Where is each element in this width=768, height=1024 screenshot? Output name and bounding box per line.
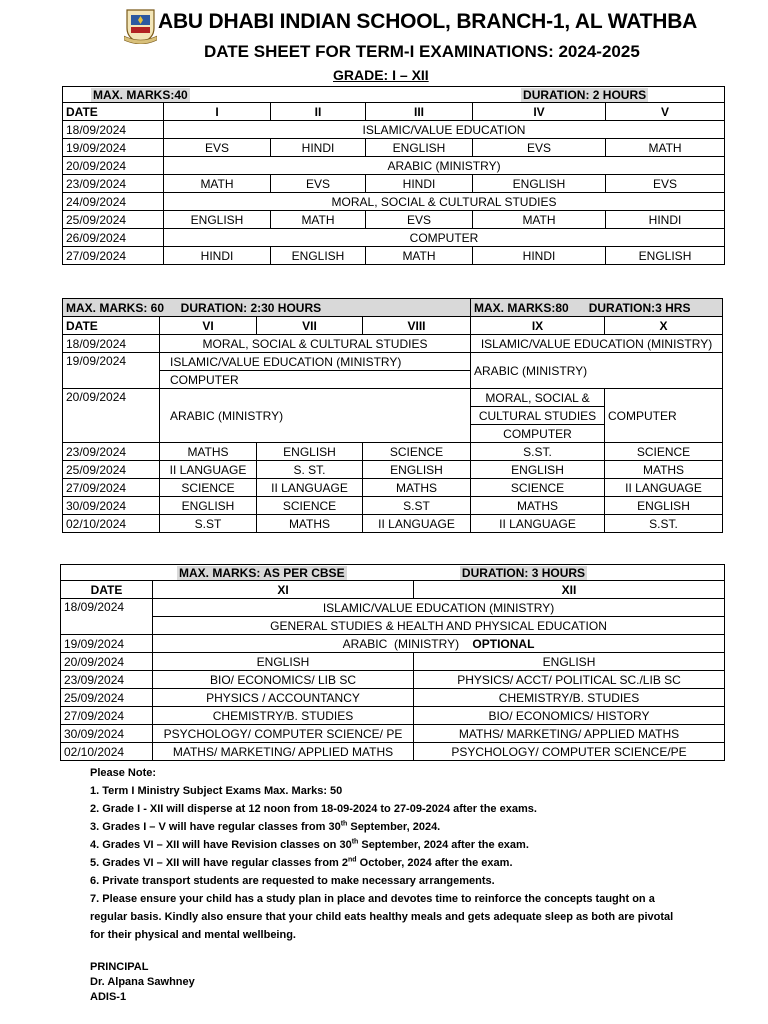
date-cell: 24/09/2024 bbox=[63, 193, 164, 211]
table-row bbox=[61, 617, 725, 635]
school-crest-logo bbox=[124, 8, 157, 44]
col-header: IV bbox=[473, 103, 606, 121]
subject-cell: MATH bbox=[606, 139, 725, 157]
date-cell: 20/09/2024 bbox=[63, 157, 164, 175]
subject-cell: HINDI bbox=[473, 247, 606, 265]
max-marks-label: MAX. MARKS: AS PER CBSE bbox=[179, 565, 345, 580]
duration-label: DURATION: 2 HOURS bbox=[523, 87, 647, 102]
optional-label: OPTIONAL bbox=[472, 636, 535, 651]
table-row bbox=[63, 211, 725, 229]
date-cell: 25/09/2024 bbox=[63, 211, 164, 229]
subject-cell: SCIENCE bbox=[605, 443, 723, 461]
table-row bbox=[63, 175, 725, 193]
subject-cell: MATH bbox=[366, 247, 473, 265]
table-row bbox=[61, 671, 725, 689]
note-item: 6. Private transport students are requested to make necessary arrangements. bbox=[90, 875, 495, 887]
col-header: DATE bbox=[61, 581, 153, 599]
date-cell: 23/09/2024 bbox=[63, 175, 164, 193]
subject-cell: II LANGUAGE bbox=[605, 479, 723, 497]
subject-cell: ISLAMIC/VALUE EDUCATION (MINISTRY) bbox=[153, 599, 725, 617]
table-row bbox=[63, 157, 725, 175]
subject-cell: ISLAMIC/VALUE EDUCATION (MINISTRY) bbox=[160, 353, 471, 371]
col-header: DATE bbox=[63, 317, 160, 335]
duration-label: DURATION: 3 HOURS bbox=[461, 565, 586, 580]
subject-cell: II LANGUAGE bbox=[471, 515, 605, 533]
subject-cell: ENGLISH bbox=[271, 247, 366, 265]
subject-cell: MORAL, SOCIAL & CULTURAL STUDIES bbox=[160, 335, 471, 353]
table-row bbox=[61, 653, 725, 671]
subject-cell: SCIENCE bbox=[471, 479, 605, 497]
date-cell: 02/10/2024 bbox=[61, 743, 153, 761]
subject-cell: EVS bbox=[271, 175, 366, 193]
subject-cell: MATH bbox=[164, 175, 271, 193]
subject-cell: S.ST bbox=[160, 515, 257, 533]
subject-cell: HINDI bbox=[366, 175, 473, 193]
date-cell: 25/09/2024 bbox=[61, 689, 153, 707]
subject-cell: MATH bbox=[473, 211, 606, 229]
date-cell: 02/10/2024 bbox=[63, 515, 160, 533]
column-header-row bbox=[63, 103, 725, 121]
table-row bbox=[63, 515, 723, 533]
subject-cell: S.ST. bbox=[605, 515, 723, 533]
col-header: I bbox=[164, 103, 271, 121]
date-cell: 19/09/2024 bbox=[63, 353, 160, 389]
table-row bbox=[63, 443, 723, 461]
subject-cell: EVS bbox=[164, 139, 271, 157]
subject-cell: MORAL, SOCIAL & bbox=[471, 389, 605, 407]
col-header: XI bbox=[153, 581, 414, 599]
col-header: III bbox=[366, 103, 473, 121]
signature-block bbox=[90, 960, 195, 1005]
table-row bbox=[63, 389, 723, 407]
subject-cell: MATHS/ MARKETING/ APPLIED MATHS bbox=[414, 725, 725, 743]
note-item: 5. Grades VI – XII will have regular classes from 2nd October, 2024 after the exam. bbox=[90, 856, 513, 869]
subject-cell: BIO/ ECONOMICS/ HISTORY bbox=[414, 707, 725, 725]
subject-cell: S.ST bbox=[363, 497, 471, 515]
col-header: XII bbox=[414, 581, 725, 599]
subject-cell: HINDI bbox=[164, 247, 271, 265]
notes-section bbox=[90, 764, 710, 944]
subject-cell: PSYCHOLOGY/ COMPUTER SCIENCE/ PE bbox=[153, 725, 414, 743]
subject-cell: S. ST. bbox=[257, 461, 363, 479]
date-cell: 18/09/2024 bbox=[61, 599, 153, 635]
subject-cell: PHYSICS / ACCOUNTANCY bbox=[153, 689, 414, 707]
table-row bbox=[61, 689, 725, 707]
table-row bbox=[63, 229, 725, 247]
date-cell: 20/09/2024 bbox=[61, 653, 153, 671]
column-header-row bbox=[61, 581, 725, 599]
subject-cell: ENGLISH bbox=[153, 653, 414, 671]
subject-cell: MATH bbox=[271, 211, 366, 229]
date-cell: 19/09/2024 bbox=[61, 635, 153, 653]
subject-cell: MATHS bbox=[363, 479, 471, 497]
subject-cell: S.ST. bbox=[471, 443, 605, 461]
subject-cell: ENGLISH bbox=[471, 461, 605, 479]
subject-cell: CULTURAL STUDIES bbox=[471, 407, 605, 425]
subject-cell: ENGLISH bbox=[605, 497, 723, 515]
school-name: ABU DHABI INDIAN SCHOOL, BRANCH-1, AL WATHBA bbox=[158, 10, 698, 33]
subject-cell: EVS bbox=[473, 139, 606, 157]
table-row bbox=[61, 635, 725, 653]
date-cell: 23/09/2024 bbox=[61, 671, 153, 689]
grades-6-8-header: MAX. MARKS: 60 DURATION: 2:30 HOURS bbox=[63, 299, 471, 317]
date-cell: 30/09/2024 bbox=[63, 497, 160, 515]
subject-cell: II LANGUAGE bbox=[257, 479, 363, 497]
subject-cell: BIO/ ECONOMICS/ LIB SC bbox=[153, 671, 414, 689]
date-cell: 30/09/2024 bbox=[61, 725, 153, 743]
subject-cell: MATHS bbox=[160, 443, 257, 461]
max-marks-label: MAX. MARKS:40 bbox=[93, 87, 188, 102]
col-header: V bbox=[606, 103, 725, 121]
note-item: regular basis. Kindly also ensure that your child eats healthy meals and gets adequate sleep as both are pivotal bbox=[90, 911, 674, 923]
date-cell: 27/09/2024 bbox=[61, 707, 153, 725]
notes-title: Please Note: bbox=[90, 767, 157, 779]
subject-cell: II LANGUAGE bbox=[363, 515, 471, 533]
subject-cell: GENERAL STUDIES & HEALTH AND PHYSICAL EDUCATION bbox=[153, 617, 725, 635]
subject-cell: MATHS bbox=[471, 497, 605, 515]
note-item: 4. Grades VI – XII will have Revision classes on 30th September, 2024 after the exam. bbox=[90, 838, 529, 851]
table-row bbox=[63, 121, 725, 139]
subject-cell: CHEMISTRY/B. STUDIES bbox=[153, 707, 414, 725]
subject-cell: PSYCHOLOGY/ COMPUTER SCIENCE/PE bbox=[414, 743, 725, 761]
table-row bbox=[63, 193, 725, 211]
note-item: 3. Grades I – V will have regular classes from 30th September, 2024. bbox=[90, 820, 441, 833]
subject-cell: ISLAMIC/VALUE EDUCATION (MINISTRY) bbox=[471, 335, 723, 353]
table-row bbox=[61, 707, 725, 725]
subject-cell: ARABIC (MINISTRY) bbox=[164, 157, 725, 175]
date-cell: 26/09/2024 bbox=[63, 229, 164, 247]
signatory-name: Dr. Alpana Sawhney bbox=[90, 976, 195, 988]
arabic-subject: ARABIC (MINISTRY) bbox=[342, 636, 460, 651]
table-row bbox=[63, 461, 723, 479]
subject-cell: COMPUTER bbox=[160, 371, 471, 389]
subject-cell: MATHS bbox=[257, 515, 363, 533]
subject-cell: MATHS/ MARKETING/ APPLIED MATHS bbox=[153, 743, 414, 761]
table-row bbox=[63, 479, 723, 497]
signatory-org: ADIS-1 bbox=[90, 991, 127, 1003]
table-row bbox=[63, 139, 725, 157]
note-item: for their physical and mental wellbeing. bbox=[90, 929, 296, 941]
subject-cell bbox=[153, 635, 725, 653]
col-header: VII bbox=[257, 317, 363, 335]
subject-cell: EVS bbox=[606, 175, 725, 193]
table-title-row bbox=[63, 299, 723, 317]
subject-cell: ARABIC (MINISTRY) bbox=[160, 389, 471, 443]
grades-6-10-table bbox=[62, 298, 723, 533]
subject-cell: ENGLISH bbox=[257, 443, 363, 461]
subject-cell: ENGLISH bbox=[473, 175, 606, 193]
subject-cell: SCIENCE bbox=[363, 443, 471, 461]
table-row bbox=[63, 353, 723, 371]
subject-cell: HINDI bbox=[606, 211, 725, 229]
table-title-row bbox=[63, 87, 725, 103]
table-row bbox=[63, 497, 723, 515]
subject-cell: PHYSICS/ ACCT/ POLITICAL SC./LIB SC bbox=[414, 671, 725, 689]
col-header: VI bbox=[160, 317, 257, 335]
date-cell: 20/09/2024 bbox=[63, 389, 160, 443]
grades-11-12-table bbox=[60, 564, 725, 761]
table-row bbox=[61, 599, 725, 617]
subject-cell: MORAL, SOCIAL & CULTURAL STUDIES bbox=[164, 193, 725, 211]
subject-cell: CHEMISTRY/B. STUDIES bbox=[414, 689, 725, 707]
grades-9-10-header: MAX. MARKS:80 DURATION:3 HRS bbox=[471, 299, 723, 317]
date-cell: 25/09/2024 bbox=[63, 461, 160, 479]
subject-cell: ENGLISH bbox=[606, 247, 725, 265]
table-row bbox=[63, 335, 723, 353]
column-header-row bbox=[63, 317, 723, 335]
col-header: VIII bbox=[363, 317, 471, 335]
date-cell: 18/09/2024 bbox=[63, 121, 164, 139]
subject-cell: ENGLISH bbox=[414, 653, 725, 671]
table-row bbox=[61, 725, 725, 743]
col-header: IX bbox=[471, 317, 605, 335]
date-cell: 27/09/2024 bbox=[63, 247, 164, 265]
subject-cell: EVS bbox=[366, 211, 473, 229]
subject-cell: MATHS bbox=[605, 461, 723, 479]
subject-cell: COMPUTER bbox=[605, 389, 723, 443]
col-header: DATE bbox=[63, 103, 164, 121]
note-item: 7. Please ensure your child has a study plan in place and devotes time to reinforce the concepts taught on a bbox=[90, 893, 655, 905]
subject-cell: ENGLISH bbox=[160, 497, 257, 515]
table-title-row bbox=[61, 565, 725, 581]
date-cell: 23/09/2024 bbox=[63, 443, 160, 461]
table-row bbox=[63, 247, 725, 265]
subject-cell: ENGLISH bbox=[366, 139, 473, 157]
subject-cell: II LANGUAGE bbox=[160, 461, 257, 479]
subject-cell: HINDI bbox=[271, 139, 366, 157]
subject-cell: ARABIC (MINISTRY) bbox=[471, 353, 723, 389]
subject-cell: COMPUTER bbox=[164, 229, 725, 247]
note-item: 2. Grade I - XII will disperse at 12 noon from 18-09-2024 to 27-09-2024 after the exams. bbox=[90, 803, 537, 815]
signatory-role: PRINCIPAL bbox=[90, 961, 149, 973]
subject-cell: ENGLISH bbox=[164, 211, 271, 229]
subject-cell: ISLAMIC/VALUE EDUCATION bbox=[164, 121, 725, 139]
document-title: DATE SHEET FOR TERM-I EXAMINATIONS: 2024-2025 bbox=[204, 42, 640, 61]
subject-cell: SCIENCE bbox=[257, 497, 363, 515]
date-cell: 18/09/2024 bbox=[63, 335, 160, 353]
table-row bbox=[61, 743, 725, 761]
grade-range: GRADE: I – XII bbox=[333, 67, 429, 83]
note-item: 1. Term I Ministry Subject Exams Max. Marks: 50 bbox=[90, 785, 343, 797]
subject-cell: COMPUTER bbox=[471, 425, 605, 443]
col-header: II bbox=[271, 103, 366, 121]
date-cell: 27/09/2024 bbox=[63, 479, 160, 497]
grades-1-5-table bbox=[62, 86, 725, 265]
col-header: X bbox=[605, 317, 723, 335]
subject-cell: SCIENCE bbox=[160, 479, 257, 497]
date-cell: 19/09/2024 bbox=[63, 139, 164, 157]
subject-cell: ENGLISH bbox=[363, 461, 471, 479]
